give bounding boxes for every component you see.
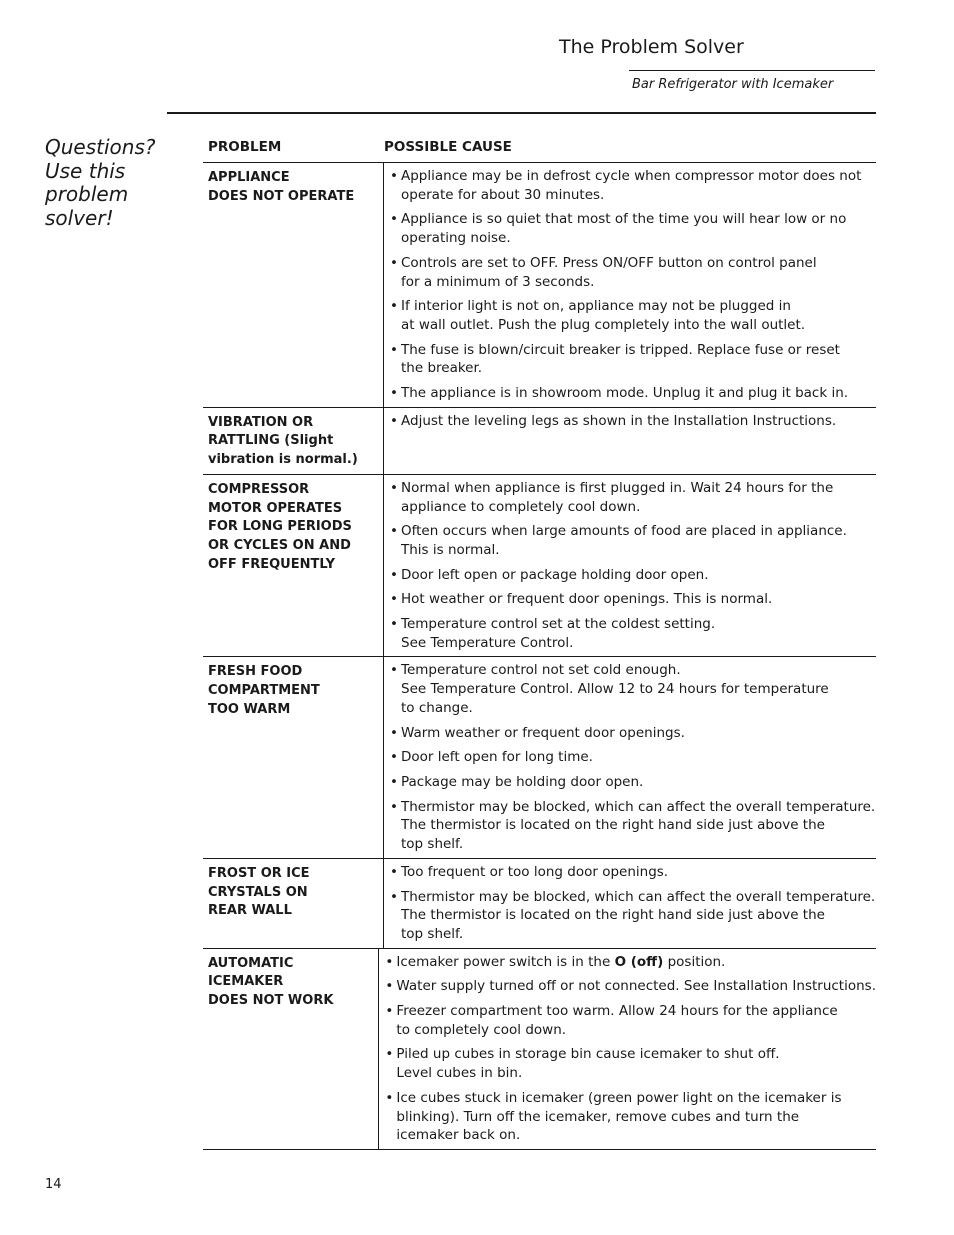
problem-label-line: vibration is normal.)	[208, 452, 358, 468]
bullet-icon: •	[390, 724, 398, 741]
table-body	[203, 163, 876, 1150]
cause-text	[401, 412, 836, 431]
header-rule	[167, 112, 876, 114]
problem-label-line: OR CYCLES ON AND	[208, 537, 351, 553]
bullet-icon: •	[390, 412, 398, 429]
cause-text	[396, 1045, 779, 1082]
problem-label-line: VIBRATION OR	[208, 414, 314, 430]
cause-text	[401, 661, 829, 717]
cause-item	[390, 661, 876, 717]
cause-cell	[384, 475, 876, 657]
cause-text	[401, 297, 805, 334]
cause-text-line: for a minimum of 3 seconds.	[401, 273, 595, 290]
cause-text-line: Level cubes in bin.	[396, 1065, 523, 1082]
bullet-icon: •	[390, 616, 398, 633]
cause-text	[401, 863, 668, 882]
sidebar-heading-line: solver!	[45, 205, 114, 230]
cause-text	[401, 566, 709, 585]
cause-text	[401, 888, 875, 944]
problem-label-line: FOR LONG PERIODS	[208, 519, 352, 535]
problem-label-line: CRYSTALS ON	[208, 884, 308, 900]
cause-text-line: Normal when appliance is first plugged in. Wait 24 hours for the	[401, 479, 834, 496]
cause-text-line: Ice cubes stuck in icemaker (green power light on the icemaker is	[396, 1089, 842, 1106]
cause-text-line: The thermistor is located on the right hand side just above the	[401, 817, 825, 834]
table-row	[203, 949, 876, 1150]
bullet-icon: •	[390, 591, 398, 608]
cause-text	[396, 977, 876, 996]
problem-label-line: FROST OR ICE	[208, 865, 310, 881]
cause-text-segment: Icemaker power switch is in the	[396, 953, 615, 970]
bullet-icon: •	[390, 863, 398, 880]
cause-text-line: Warm weather or frequent door openings.	[401, 724, 685, 741]
problem-cell	[203, 949, 379, 1149]
bullet-icon: •	[385, 1003, 394, 1020]
cause-text-line: operating noise.	[401, 230, 511, 247]
cause-text-line	[396, 953, 725, 972]
cause-cell	[384, 408, 876, 474]
bullet-icon: •	[390, 168, 398, 184]
cause-text-line: This is normal.	[401, 541, 500, 558]
cause-text	[401, 798, 875, 854]
table-row	[203, 163, 876, 408]
cause-item	[390, 341, 876, 378]
table-row	[203, 657, 876, 858]
bullet-icon: •	[390, 662, 398, 679]
cause-item	[390, 773, 876, 792]
cause-text-line: See Temperature Control.	[401, 634, 574, 651]
cause-item	[390, 522, 876, 559]
cause-text-line: icemaker back on.	[396, 1127, 521, 1144]
cause-text-line: See Temperature Control. Allow 12 to 24 hours for temperature	[401, 681, 829, 698]
bullet-icon: •	[390, 523, 398, 540]
problem-label-line: COMPARTMENT	[208, 683, 320, 699]
cause-text-line: Water supply turned off or not connected. See Installation Instructions.	[396, 978, 876, 995]
cause-item	[390, 615, 876, 652]
cause-text-line: top shelf.	[401, 836, 464, 853]
problem-label-line: DOES NOT WORK	[208, 993, 334, 1009]
cause-cell	[384, 657, 876, 857]
page-number: 14	[45, 1177, 62, 1192]
problem-cell	[203, 859, 384, 948]
cause-cell	[384, 859, 876, 948]
cause-text	[401, 773, 643, 792]
cause-text-line: Appliance is so quiet that most of the time you will hear low or no	[401, 211, 847, 228]
sidebar-heading-line: Questions?	[45, 135, 156, 159]
problem-label-line: FRESH FOOD	[208, 664, 303, 680]
bullet-icon: •	[385, 978, 394, 995]
cause-text	[396, 953, 725, 972]
cause-text	[396, 1002, 837, 1039]
table-row	[203, 408, 876, 475]
cause-text	[401, 590, 772, 609]
cause-text-line: Door left open for long time.	[401, 749, 593, 766]
column-header-problem: PROBLEM	[208, 139, 282, 155]
cause-item	[390, 167, 876, 204]
cause-text-line: operate for about 30 minutes.	[401, 186, 605, 203]
problem-cell	[203, 163, 384, 407]
cause-text	[401, 210, 846, 247]
cause-text-line: Adjust the leveling legs as shown in the Installation Instructions.	[401, 412, 837, 429]
table-row	[203, 475, 876, 658]
switch-position-label: O (off)	[614, 953, 664, 970]
bullet-icon: •	[390, 566, 398, 583]
cause-text-line: Door left open or package holding door open.	[401, 566, 709, 583]
cause-text-line: to change.	[401, 699, 473, 716]
cause-text-line: Too frequent or too long door openings.	[401, 863, 669, 880]
bullet-icon: •	[390, 341, 398, 358]
cause-text	[401, 384, 848, 403]
cause-text-line: the breaker.	[401, 360, 483, 377]
page-subtitle: Bar Refrigerator with Icemaker	[632, 77, 834, 92]
bullet-icon: •	[390, 298, 398, 315]
cause-text	[401, 167, 861, 204]
cause-item	[390, 412, 876, 431]
cause-text-line: at wall outlet. Push the plug completely into the wall outlet.	[401, 316, 806, 333]
column-header-possible-cause: POSSIBLE CAUSE	[384, 139, 512, 155]
cause-text	[401, 254, 817, 291]
cause-text-line: The appliance is in showroom mode. Unplug it and plug it back in.	[401, 385, 849, 402]
bullet-icon: •	[385, 953, 394, 970]
table-header	[203, 137, 876, 163]
cause-text-line: Often occurs when large amounts of food are placed in appliance.	[401, 523, 847, 540]
cause-text	[401, 748, 593, 767]
cause-text-line: Controls are set to OFF. Press ON/OFF button on control panel	[401, 254, 817, 271]
cause-item	[385, 1002, 876, 1039]
problem-label-line: MOTOR OPERATES	[208, 500, 343, 516]
cause-item	[390, 863, 876, 882]
problem-label-line: TOO WARM	[208, 701, 291, 717]
bullet-icon: •	[390, 479, 398, 496]
cause-text-line: Piled up cubes in storage bin cause icemaker to shut off.	[396, 1046, 780, 1063]
cause-text-line: If interior light is not on, appliance may not be plugged in	[401, 298, 791, 315]
cause-item	[390, 210, 876, 247]
sidebar-heading-line: problem	[45, 182, 129, 206]
cause-text	[396, 1089, 841, 1145]
cause-text	[401, 724, 685, 743]
bullet-icon: •	[385, 1089, 394, 1106]
problem-label-line: DOES NOT OPERATE	[208, 188, 355, 204]
cause-item	[390, 590, 876, 609]
problem-label-line: REAR WALL	[208, 903, 292, 919]
bullet-icon: •	[390, 798, 398, 815]
problem-label-line: APPLIANCE	[208, 170, 290, 185]
cause-item	[385, 1045, 876, 1082]
bullet-icon: •	[385, 1046, 394, 1063]
bullet-icon: •	[390, 749, 398, 766]
cause-text-line: Appliance may be in defrost cycle when compressor motor does not	[401, 168, 862, 184]
problem-label-line: RATTLING (Slight	[208, 433, 334, 449]
problem-label-line: AUTOMATIC	[208, 955, 294, 971]
problem-label-line: OFF FREQUENTLY	[208, 556, 336, 572]
subtitle-rule	[629, 70, 875, 71]
cause-text	[401, 479, 833, 516]
cause-item	[390, 479, 876, 516]
cause-cell	[384, 163, 876, 407]
bullet-icon: •	[390, 211, 398, 228]
cause-text-line: to completely cool down.	[396, 1021, 567, 1038]
cause-item	[390, 254, 876, 291]
cause-item	[390, 384, 876, 403]
cause-text-line: blinking). Turn off the icemaker, remove cubes and turn the	[396, 1108, 800, 1125]
cause-item	[385, 1089, 876, 1145]
cause-cell	[379, 949, 876, 1149]
problem-cell	[203, 475, 384, 657]
sidebar-heading-line: Use this	[45, 158, 126, 183]
cause-item	[390, 888, 876, 944]
cause-text-line: Thermistor may be blocked, which can affect the overall temperature.	[401, 798, 876, 815]
cause-text-segment: position.	[663, 953, 726, 970]
cause-text-line: Hot weather or frequent door openings. This is normal.	[401, 591, 773, 608]
cause-item	[390, 566, 876, 585]
cause-text-line: The fuse is blown/circuit breaker is tripped. Replace fuse or reset	[401, 341, 840, 358]
table-row	[203, 859, 876, 949]
cause-text-line: Freezer compartment too warm. Allow 24 hours for the appliance	[396, 1003, 838, 1020]
cause-text	[401, 522, 847, 559]
sidebar-heading	[45, 136, 165, 230]
cause-text-line: appliance to completely cool down.	[401, 498, 641, 515]
cause-text	[401, 341, 840, 378]
problem-cell	[203, 657, 384, 857]
cause-text-line: Package may be holding door open.	[401, 773, 644, 790]
cause-text-line: The thermistor is located on the right hand side just above the	[401, 907, 825, 924]
bullet-icon: •	[390, 888, 398, 905]
problem-label-line: ICEMAKER	[208, 974, 284, 990]
problem-label-line: COMPRESSOR	[208, 481, 310, 497]
cause-text-line: top shelf.	[401, 925, 464, 942]
cause-item	[390, 748, 876, 767]
cause-text-line: Temperature control set at the coldest setting.	[401, 616, 716, 633]
bullet-icon: •	[390, 254, 398, 271]
cause-text	[401, 615, 715, 652]
problem-solver-table	[203, 137, 876, 1150]
bullet-icon: •	[390, 773, 398, 790]
cause-text-line: Temperature control not set cold enough.	[401, 662, 681, 679]
cause-text-line: Thermistor may be blocked, which can affect the overall temperature.	[401, 888, 876, 905]
cause-item	[385, 953, 876, 972]
cause-item	[390, 798, 876, 854]
cause-item	[390, 297, 876, 334]
cause-item	[390, 724, 876, 743]
page-title: The Problem Solver	[559, 36, 744, 58]
bullet-icon: •	[390, 385, 398, 402]
cause-item	[385, 977, 876, 996]
problem-cell	[203, 408, 384, 474]
